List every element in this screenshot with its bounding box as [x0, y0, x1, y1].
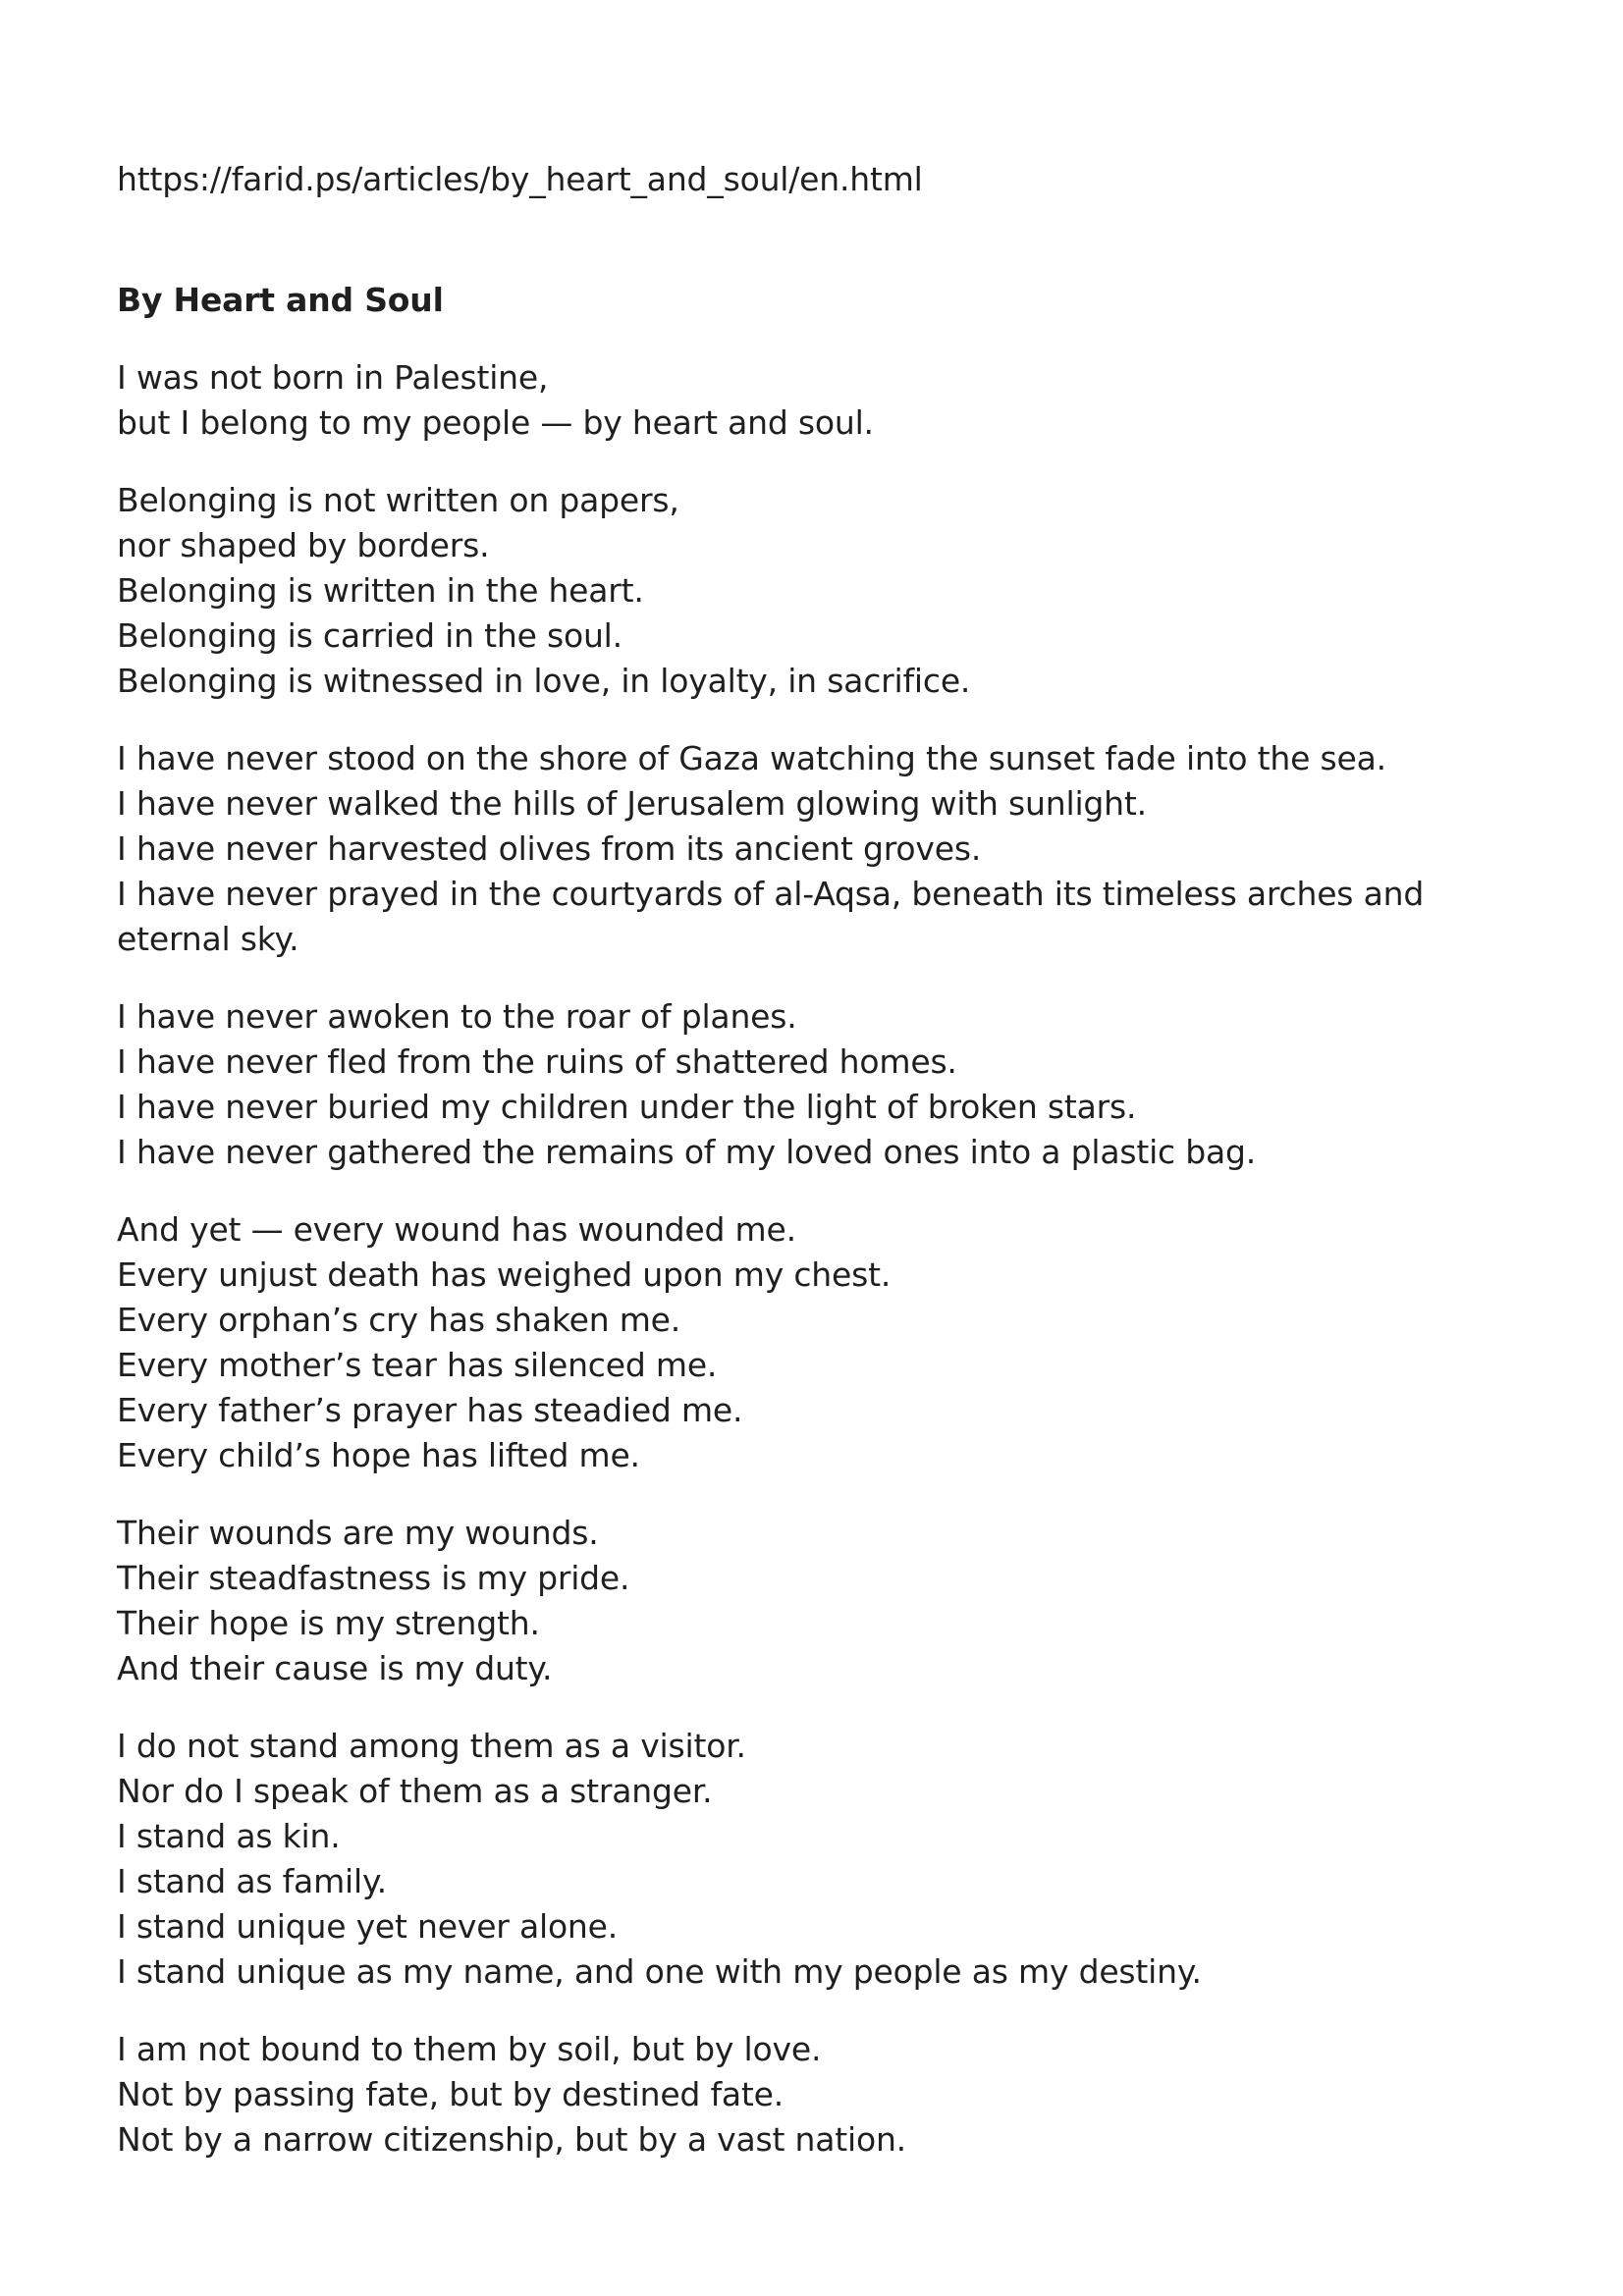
poem-line: Every mother’s tear has silenced me.	[117, 1346, 718, 1384]
poem-line: Their hope is my strength.	[117, 1604, 540, 1642]
stanza	[117, 994, 1511, 1175]
stanza	[117, 1724, 1511, 1995]
poem-line: Their wounds are my wounds.	[117, 1514, 599, 1552]
poem-line: I stand unique as my name, and one with my people as my destiny.	[117, 1952, 1202, 1991]
poem-line: Every child’s hope has lifted me.	[117, 1436, 640, 1474]
poem-line: I have never stood on the shore of Gaza watching the sunset fade into the sea.	[117, 739, 1386, 777]
stanza	[117, 1511, 1511, 1691]
poem-line: Every father’s prayer has steadied me.	[117, 1391, 743, 1429]
poem-line: Belonging is witnessed in love, in loyalty, in sacrifice.	[117, 662, 971, 700]
poem-line: I stand as kin.	[117, 1817, 341, 1855]
poem-line: I was not born in Palestine,	[117, 358, 549, 397]
poem-line: Belonging is carried in the soul.	[117, 616, 622, 655]
poem-line: but I belong to my people — by heart and soul.	[117, 403, 874, 442]
poem-line: Every orphan’s cry has shaken me.	[117, 1301, 681, 1339]
poem-title: By Heart and Soul	[117, 281, 444, 319]
poem-line: I have never fled from the ruins of shattered homes.	[117, 1042, 957, 1081]
stanza	[117, 2027, 1511, 2163]
poem-line: Belonging is not written on papers,	[117, 481, 679, 519]
poem-line: I have never prayed in the courtyards of al-Aqsa, beneath its timeless arches and eternal sky.	[117, 875, 1425, 958]
poem-line: Nor do I speak of them as a stranger.	[117, 1772, 713, 1810]
stanza	[117, 1207, 1511, 1478]
poem-line: nor shaped by borders.	[117, 526, 490, 564]
stanza	[117, 736, 1511, 962]
poem-line: Their steadfastness is my pride.	[117, 1559, 630, 1597]
poem-line: I am not bound to them by soil, but by love.	[117, 2030, 822, 2068]
poem-line: I have never awoken to the roar of planes.	[117, 997, 797, 1036]
poem-line: Not by passing fate, but by destined fate.	[117, 2075, 784, 2113]
poem-line: I do not stand among them as a visitor.	[117, 1727, 746, 1765]
poem-line: I stand as family.	[117, 1862, 387, 1900]
poem-line: And yet — every wound has wounded me.	[117, 1210, 796, 1249]
document-page	[117, 157, 1511, 2163]
poem-line: I have never gathered the remains of my loved ones into a plastic bag.	[117, 1133, 1257, 1171]
poem-line: I stand unique yet never alone.	[117, 1907, 619, 1946]
stanza	[117, 355, 1511, 446]
source-url: https://farid.ps/articles/by_heart_and_soul/en.html	[117, 160, 923, 198]
poem-line: I have never walked the hills of Jerusalem glowing with sunlight.	[117, 784, 1147, 823]
poem-line: I have never buried my children under the light of broken stars.	[117, 1088, 1137, 1126]
poem-line: Every unjust death has weighed upon my chest.	[117, 1255, 892, 1294]
stanza	[117, 478, 1511, 704]
poem-line: And their cause is my duty.	[117, 1649, 553, 1687]
poem-line: Not by a narrow citizenship, but by a vast nation.	[117, 2120, 906, 2159]
poem-line: I have never harvested olives from its ancient groves.	[117, 829, 982, 868]
poem-line: Belonging is written in the heart.	[117, 571, 644, 610]
